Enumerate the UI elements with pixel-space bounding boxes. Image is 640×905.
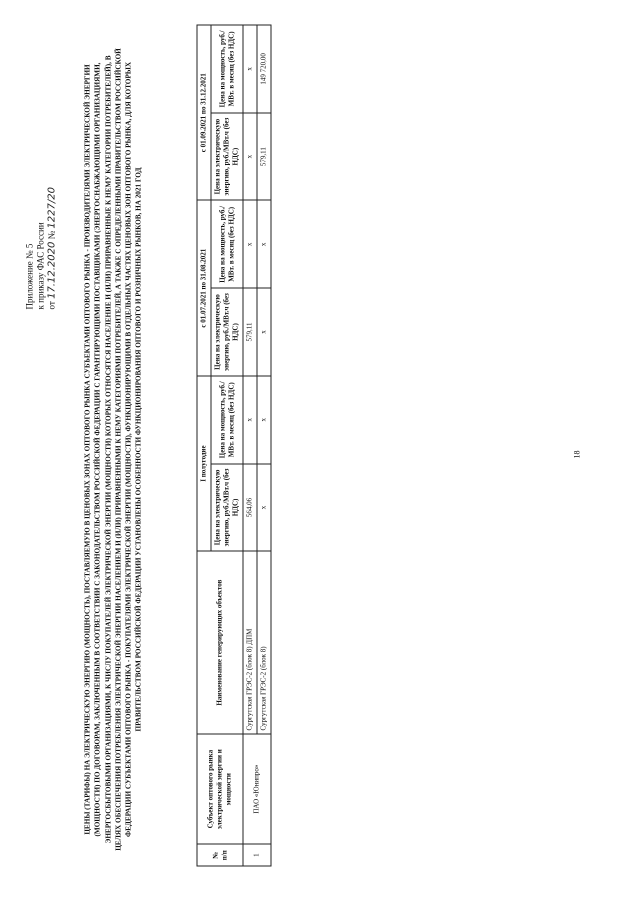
period1-header: I полугодие [197,376,211,551]
document-title: ЦЕНЫ (ТАРИФЫ) НА ЭЛЕКТРИЧЕСКУЮ ЭНЕРГИЮ (МОЩНОСТЬ), ПОСТАВЛЯЕМУЮ В ЦЕНОВЫХ ЗОНАХ ОПТОВОГО РЫНКА СУБЪЕКТАМИ ОПТОВОГО РЫНКА - ПРОИЗВОДИТЕЛЯМИ ЭЛЕКТРИЧЕСКОЙ ЭНЕРГИИ (МОЩНОСТИ) ПО ДОГОВОРАМ, ЗАКЛЮЧЕННЫМ В СООТВЕТСТВИИ С ЗАКОНОДАТЕЛЬСТВОМ РОССИЙСКОЙ ФЕДЕРАЦИИ С ГАРАНТИРУЮЩИМИ ПОСТАВЩИКАМИ (ЭНЕРГОСНАБЖАЮЩИМИ ОРГАНИЗАЦИЯМИ, ЭНЕРГОСБЫТОВЫМИ ОРГАНИЗАЦИЯМИ, К ЧИСЛУ ПОКУПАТЕЛЕЙ ЭЛЕКТРИЧЕСКОЙ ЭНЕРГИИ (МОЩНОСТИ) КОТОРЫХ ОТНОСЯТСЯ НАСЕЛЕНИЕ И (ИЛИ) ПРИРАВНЕННЫЕ К НЕМУ КАТЕГОРИИ ПОТРЕБИТЕЛЕЙ), В ЦЕЛЯХ ОБЕСПЕЧЕНИЯ ПОТРЕБЛЕНИЯ ЭЛЕКТРИЧЕСКОЙ ЭНЕРГИИ НАСЕЛЕНИЕМ И (ИЛИ) ПРИРАВНЕННЫМИ К НЕМУ КАТЕГОРИЯМИ ПОТРЕБИТЕЛЕЙ, А ТАКЖЕ С ОПРЕДЕЛЕННЫМИ ПРАВИТЕЛЬСТВОМ РОССИЙСКОЙ ФЕДЕРАЦИИ СУБЪЕКТАМИ ОПТОВОГО РЫНКА - ПОКУПАТЕЛЯМИ ЭЛЕКТРИЧЕСКОЙ ЭНЕРГИИ (МОЩНОСТИ), ФУНКЦИОНИРУЮЩИМИ В ОТДЕЛЬНЫХ ЧАСТЯХ ЦЕНОВЫХ ЗОН ОПТОВОГО РЫНКА, ДЛЯ КОТОРЫХ ПРАВИТЕЛЬСТВОМ РОССИЙСКОЙ ФЕДЕРАЦИИ УСТАНОВЛЕНЫ ОСОБЕННОСТИ ФУНКЦИОНИРОВАНИЯ ОПТОВОГО И РОЗНИЧНЫХ РЫНКОВ, НА 2021 ГОД [83,48,143,851]
p1-power-cell: х [257,376,271,464]
number-prefix: № [46,230,57,240]
p3-power-cell: х [243,25,257,113]
rotated-sheet [1,0,640,905]
appendix-date-line [47,130,58,310]
col-num-header: № п/п [197,844,243,866]
period2-header: с 01.07.2021 по 31.08.2021 [197,200,211,375]
subject-cell: ПАО «Юнипро» [243,734,271,844]
p1-energy-cell: х [257,464,271,552]
date-prefix: от [46,301,57,310]
p1-energy-header: Цена на электрическую энергию, руб./МВт.ч (без НДС) [211,464,243,552]
p3-power-header: Цена на мощность, руб./МВт. в месяц (без НДС) [211,25,243,113]
tariff-table [197,25,272,867]
col-subject-header: Субъект оптового рынка электрической энергии и мощности [197,734,243,844]
header-row-1 [197,25,211,866]
appendix-block [25,130,58,310]
number-value: 1227/20 [46,187,58,229]
p2-energy-header: Цена на электрическую энергию, руб./МВт.ч (без НДС) [211,288,243,376]
date-value: 17.12.2020 [46,241,58,299]
row-number: 1 [243,844,271,866]
p1-power-cell: х [243,376,257,464]
p3-energy-cell: х [243,113,257,201]
p3-energy-header: Цена на электрическую энергию, руб./МВт.ч (без НДС) [211,113,243,201]
object-cell: Сургутская ГРЭС-2 (блок 8) [257,551,271,734]
appendix-line1: Приложение № 5 [24,243,35,310]
p1-energy-cell: 564,06 [243,464,257,552]
object-cell: Сургутская ГРЭС-2 (блок 8) ДПМ [243,551,257,734]
p3-power-cell: 149 720,00 [257,25,271,113]
period3-header: с 01.09.2021 по 31.12.2021 [197,25,211,200]
p2-energy-cell: 579,11 [243,288,257,376]
p2-power-cell: х [243,200,257,288]
p3-energy-cell: 579,11 [257,113,271,201]
p1-power-header: Цена на мощность, руб./МВт. в месяц (без НДС) [211,376,243,464]
page-number: 18 [572,450,582,459]
col-object-header: Наименование генерирующих объектов [197,551,243,734]
p2-power-cell: х [257,200,271,288]
p2-energy-cell: х [257,288,271,376]
table-row [243,25,257,866]
p2-power-header: Цена на мощность, руб./МВт. в месяц (без НДС) [211,200,243,288]
appendix-line2: к приказу ФАС России [35,222,46,310]
